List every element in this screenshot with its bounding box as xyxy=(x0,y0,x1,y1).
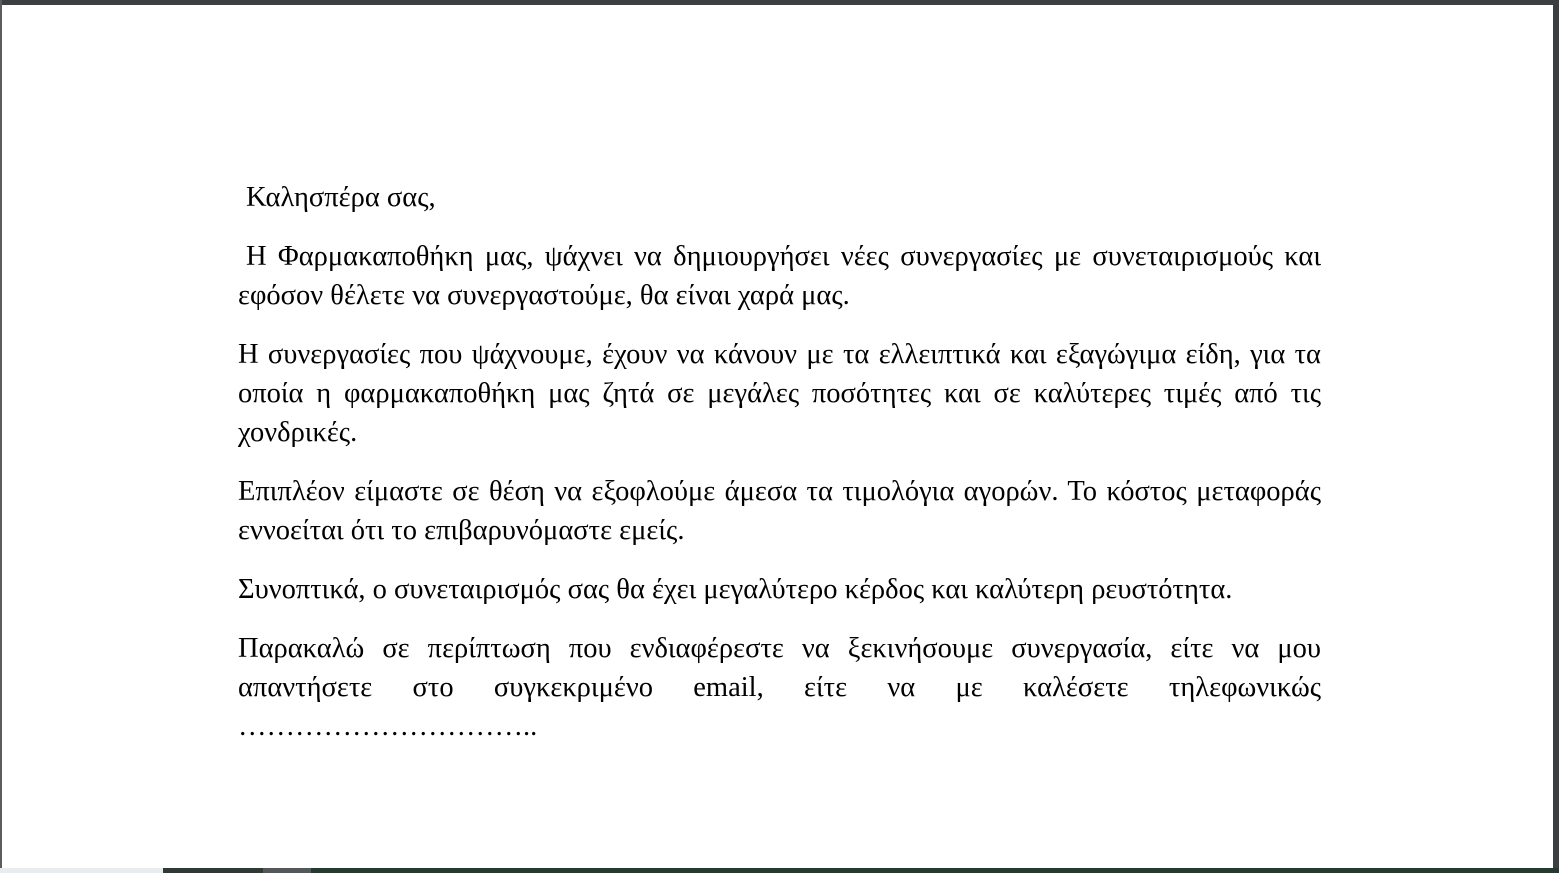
paragraph-intro: Η Φαρμακαποθήκη μας, ψάχνει να δημιουργήσει νέες συνεργασίες με συνεταιρισμούς και εφόσον θέλετε να συνεργαστούμε, θα είναι χαρά μας. xyxy=(238,241,1321,311)
document-page xyxy=(2,5,1553,868)
taskbar-segment xyxy=(263,868,311,873)
paragraph-cooperation: Η συνεργασίες που ψάχνουμε, έχουν να κάνουν με τα ελλειπτικά και εξαγώγιμα είδη, για τα οποία η φαρμακαποθήκη μας ζητά σε μεγάλες ποσότητες και σε καλύτερες τιμές από τις χονδρικές. xyxy=(238,339,1321,448)
letter-body xyxy=(238,178,1321,766)
taskbar-segment xyxy=(163,868,263,873)
taskbar-segment xyxy=(311,868,1559,873)
paragraph-contact: Παρακαλώ σε περίπτωση που ενδιαφέρεστε να ξεκινήσουμε συνεργασία, είτε να μου απαντήσετε στο συγκεκριμένο email, είτε να με καλέσετε τηλεφωνικώς ………………………….. xyxy=(238,633,1321,742)
paragraph-summary: Συνοπτικά, ο συνεταιρισμός σας θα έχει μεγαλύτερο κέρδος και καλύτερη ρευστότητα. xyxy=(238,574,1233,605)
greeting-line: Καλησπέρα σας, xyxy=(246,182,436,213)
paragraph-payment: Επιπλέον είμαστε σε θέση να εξοφλούμε άμεσα τα τιμολόγια αγορών. Το κόστος μεταφοράς εννοείται ότι το επιβαρυνόμαστε εμείς. xyxy=(238,476,1321,546)
taskbar-strip xyxy=(0,868,1559,873)
window-right-border xyxy=(1553,0,1559,873)
